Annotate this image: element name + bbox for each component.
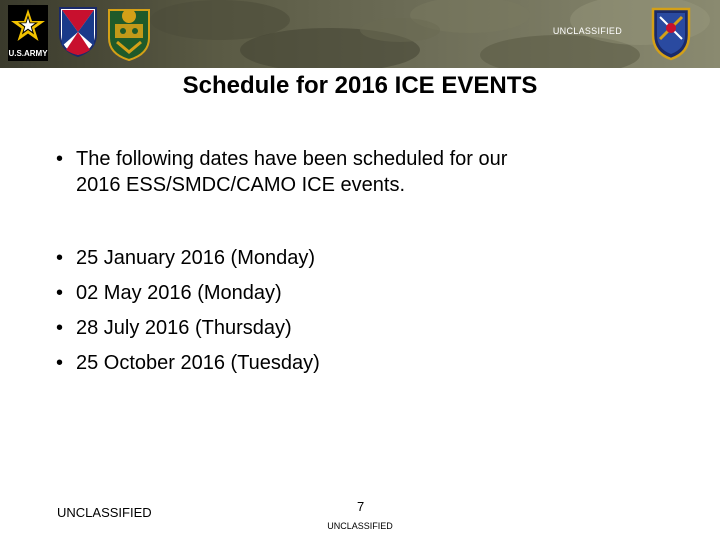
army-logo-text: U.S.ARMY	[8, 49, 48, 58]
intro-bullet-item	[56, 146, 676, 198]
footer-classification-left: UNCLASSIFIED	[57, 505, 152, 520]
page-number: 7	[357, 499, 365, 514]
event-date: 02 May 2016 (Monday)	[76, 282, 282, 304]
classification-banner-label: UNCLASSIFIED	[552, 26, 622, 36]
intro-text-line-1: The following dates have been scheduled for our	[76, 148, 508, 170]
bullet-marker: •	[56, 317, 64, 339]
cyber-shield-logo	[650, 5, 692, 61]
intro-text-line-2: 2016 ESS/SMDC/CAMO ICE events.	[76, 174, 406, 196]
bullet-marker: •	[56, 282, 64, 304]
bullet-marker: •	[56, 352, 64, 374]
materiel-command-shield-logo	[58, 6, 98, 58]
slide-title: Schedule for 2016 ICE EVENTS	[182, 72, 538, 99]
list-item	[56, 280, 320, 315]
event-dates-list	[56, 245, 320, 385]
bullet-marker: •	[56, 148, 64, 170]
list-item	[56, 350, 320, 385]
command-crest-logo	[105, 4, 153, 62]
list-item	[56, 315, 320, 350]
event-date: 25 January 2016 (Monday)	[76, 247, 316, 269]
event-date: 28 July 2016 (Thursday)	[76, 317, 292, 339]
us-army-star-logo	[8, 5, 48, 61]
footer-classification-center: UNCLASSIFIED	[327, 521, 393, 531]
bullet-marker: •	[56, 247, 64, 269]
event-date: 25 October 2016 (Tuesday)	[76, 352, 320, 374]
list-item	[56, 245, 320, 280]
header-banner	[0, 0, 720, 68]
